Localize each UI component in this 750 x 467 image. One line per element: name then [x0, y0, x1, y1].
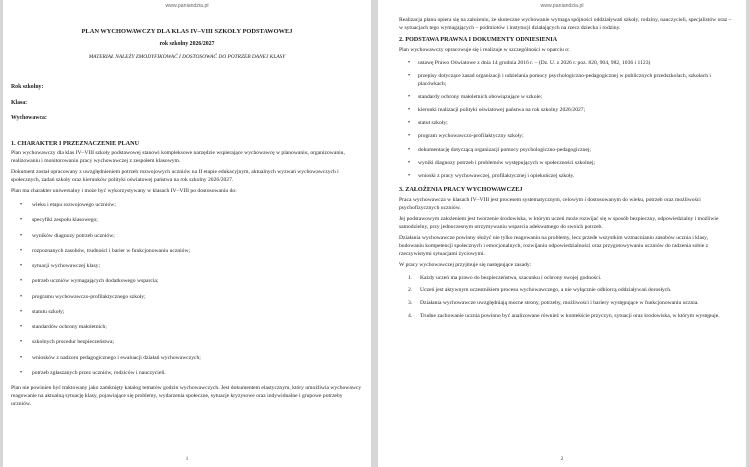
field-class: Klasa:	[11, 99, 28, 106]
rule-item	[399, 287, 732, 295]
page-number: 2	[560, 456, 564, 462]
section-2-list	[399, 60, 732, 181]
rule-text: Trudne zachowanie ucznia powinno być analizowane również w kontekście przyczyn, sytuacji oraz środowiska, w którym występuje.	[420, 312, 720, 319]
list-item: • ustawę Prawo Oświatowe z dnia 14 grudnia 2016 r. – (Dz. U. z 2026 r. poz. 820, 904, 982, 1036 i 1123)	[399, 60, 732, 68]
list-item: • sytuacji wychowawczej klasy;	[11, 263, 363, 271]
list-item: • dokumentację dotyczącą organizacji pomocy psychologiczno-pedagogicznej;	[399, 147, 732, 155]
intro-paragraph: Realizacja planu opiera się na założeniu, że skuteczne wychowanie wymaga spójności oddziaływań szkoły, rodziny, nauczycieli, specjalistów oraz – w sytuacjach tego wymagających – podmiotów i instytucji działających na rzecz dziecka i rodziny.	[399, 17, 732, 31]
section-3-heading: 3. ZAŁOŻENIA PRACY WYCHOWAWCZEJ	[399, 186, 523, 194]
list-item: • rozpoznanych zasobów, trudności i barier w funkcjonowaniu uczniów;	[11, 248, 363, 256]
list-item: • standardy ochrony małoletnich obowiązujące w szkole;	[399, 94, 732, 102]
list-item: • wyników diagnozy potrzeb uczniów;	[11, 233, 363, 241]
page-2-content	[399, 17, 732, 325]
section-1-heading: 1. CHARAKTER I PRZEZNACZENIE PLANU	[11, 139, 140, 147]
rule-text: Każdy uczeń ma prawo do bezpieczeństwa, szacunku i ochrony swojej godności.	[420, 274, 602, 281]
list-item: • potrzeb zgłaszanych przez uczniów, rodziców i nauczycieli.	[11, 370, 363, 378]
list-item: • programu wychowawczo-profilaktycznego szkoły;	[11, 294, 363, 302]
list-item: • wyniki diagnozy potrzeb i problemów występujących w społeczności szkolnej;	[399, 160, 732, 168]
rule-item	[399, 300, 732, 308]
rule-item	[399, 313, 732, 321]
section-1-paragraph-2: Dokument został opracowany z uwzględnieniem potrzeb rozwojowych uczniów na II etapie edukacyjnym, aktualnych wyzwań wychowawczych i społecznych, zadań szkoły oraz kierunków polityki oświatowej państwa na rok szkolny 2026/2027.	[11, 169, 339, 183]
list-item: • szkolnych procedur bezpieczeństwa;	[11, 339, 363, 347]
section-1-paragraph-1: Plan wychowawczy dla klas IV–VIII szkoły podstawowej stanowi kompleksowe narzędzie wspierające wychowawcę w planowaniu, organizowaniu, realizowaniu i monitorowaniu pracy wychowawczej z zespołem klasowym.	[11, 149, 345, 164]
rule-number: 3.	[408, 300, 413, 306]
section-2-paragraph-1: Plan wychowawczy opracowuje się i realizuje w szczególności w oparciu o:	[399, 47, 570, 54]
rule-text: Działania wychowawcze uwzględniają mocne strony, potrzeby, możliwości i bariery występujące w funkcjonowaniu ucznia.	[420, 300, 699, 306]
list-item: • statutu szkoły;	[11, 309, 363, 317]
school-year: rok szkolny 2026/2027	[159, 41, 215, 47]
section-3-paragraph-1: Praca wychowawcza w klasach IV–VIII jest procesem systematycznym, celowym i dostosowanym do wieku, potrzeb oraz możliwości psychofizycznych uczniów.	[399, 197, 701, 211]
field-teacher: Wychowawca:	[11, 115, 47, 122]
document-title: PLAN WYCHOWAWCZY DLA KLAS IV–VIII SZKOŁY PODSTAWOWEJ	[81, 28, 293, 35]
document-page-2	[378, 0, 746, 467]
section-3-rules	[399, 275, 732, 320]
section-3-paragraph-3: Działania wychowawcze powinny służyć nie tylko reagowaniu na problemy, lecz przede wszystkim wzmacnianiu zasobów ucznia i klasy, budowaniu kompetencji społecznych i emocjonalnych, rozwijaniu odpowiedzialności oraz przygotowywaniu uczniów do radzenia sobie z rzeczywistymi sytuacjami życiowymi.	[399, 235, 709, 257]
rule-number: 4.	[408, 312, 413, 319]
section-1-list	[11, 202, 363, 378]
list-item: • standardów ochrony małoletnich;	[11, 324, 363, 332]
tagline: MATERIAŁ NALEŻY ZMODYFIKOWAĆ I DOSTOSOWAĆ DO POTRZEB DANEJ KLASY	[88, 53, 286, 60]
page-number: 1	[185, 456, 189, 462]
list-item: • program wychowawczo-profilaktyczny szkoły;	[399, 133, 732, 141]
list-item: • przepisy dotyczące zasad organizacji i udzielania pomocy psychologiczno-pedagogicznej w publicznych przedszkolach, szkołach i placówkach;	[399, 73, 732, 88]
section-2-heading: 2. PODSTAWA PRAWNA I DOKUMENTY ODNIESIENIA	[399, 36, 558, 44]
page-header-site: www.paniandzia.pl	[165, 3, 209, 9]
rule-number: 2.	[408, 287, 413, 294]
page-1-content	[11, 28, 363, 412]
list-item: • potrzeb uczniów wymagających dodatkowego wsparcia;	[11, 278, 363, 286]
list-item: • wnioski z pracy wychowawczej, profilaktycznej i opiekuńczej szkoły.	[399, 173, 732, 181]
list-item: • statut szkoły;	[399, 120, 732, 128]
document-page-1	[3, 0, 371, 467]
rule-number: 1.	[408, 274, 413, 281]
list-item: • wniosków z nadzoru pedagogicznego i ewaluacji działań wychowawczych;	[11, 355, 363, 363]
section-1-paragraph-4: Plan nie powinien być traktowany jako zamknięty katalog tematów godzin wychowawczych. Jest dokumentem elastycznym, który umożliwia wychowawcy reagowanie na aktualną sytuację klasy, pojawiające się problemy, wydarzenia społeczne, sytuacje kryzysowe oraz indywidualne i grupowe potrzeby uczniów.	[11, 385, 362, 407]
rule-text: Uczeń jest aktywnym uczestnikiem procesu wychowawczego, a nie wyłącznie odbiorcą oddziaływań dorosłych.	[420, 287, 672, 294]
rule-item	[399, 275, 732, 283]
section-3-paragraph-2: Jej podstawowym założeniem jest tworzenie środowiska, w którym uczeń może rozwijać się w sposób bezpieczny, odpowiedzialny i możliwie samodzielny, przy jednoczesnym otrzymywaniu wsparcia adekwatnego do swoich potrzeb.	[399, 216, 719, 230]
page-header-site: www.paniandzia.pl	[540, 3, 584, 9]
section-1-paragraph-3: Plan ma charakter uniwersalny i może być wykorzystywany w klasach IV–VIII po dostosowaniu do:	[11, 188, 237, 195]
list-item: • wieku i etapu rozwojowego uczniów;	[11, 202, 363, 210]
field-school-year: Rok szkolny:	[11, 84, 44, 91]
list-item: • kierunki realizacji polityki oświatowej państwa na rok szkolny 2026/2027;	[399, 107, 732, 115]
section-3-paragraph-4: W pracy wychowawczej przyjmuje się następujące zasady:	[399, 262, 532, 269]
list-item: • specyfiki zespołu klasowego;	[11, 217, 363, 225]
